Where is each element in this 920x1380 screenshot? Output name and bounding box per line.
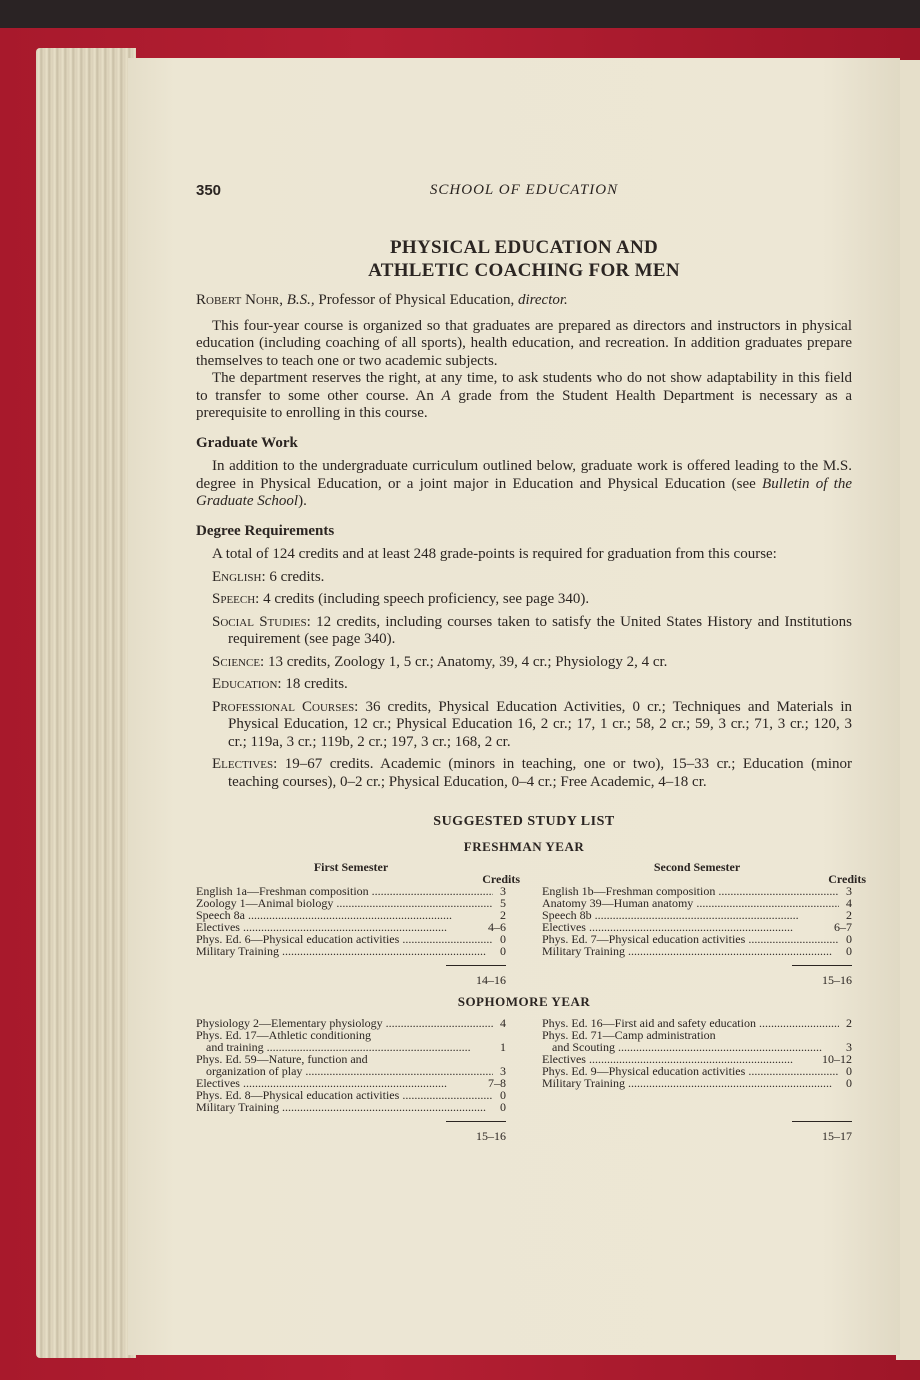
course-row: Phys. Ed. 71—Camp administration: [542, 1027, 716, 1042]
requirement-item: Professional Courses: 36 credits, Physical Education Activities, 0 cr.; Techniques and Materials in Physical Education, 12 cr.; Physical Education 16, 2 cr.; 17, 1 cr.; 58, 2 cr.; 59, 3 cr.; 71, 3 cr.; 120, 3 cr.; 119a, 3 cr.; 119b, 2 cr.; 197, 3 cr.; 168, 2 cr.: [212, 698, 852, 750]
intro-paragraph: This four-year course is organized so that graduates are prepared as directors and instructors in physical education (including coaching of all sports), health education, and recreation. In addition graduates prepare themselves to teach one or two academic subjects.: [196, 317, 852, 369]
course-row: Electives . . . 6–7: [542, 921, 852, 933]
requirements-list: [196, 569, 852, 792]
sophomore-section: [196, 993, 852, 1142]
course-row: Military Training . . . 0: [542, 945, 852, 957]
course-row: Phys. Ed. 17—Athletic conditioning: [196, 1027, 371, 1042]
semester-total: 15–16: [476, 1128, 506, 1143]
course-row: Phys. Ed. 9—Physical education activities . . . 0: [542, 1065, 852, 1077]
section-title: PHYSICAL EDUCATION AND ATHLETIC COACHING FOR MEN: [368, 237, 680, 281]
running-header: [196, 176, 852, 202]
course-row: Military Training . . . 0: [196, 1101, 506, 1113]
second-semester-heading: Second Semester: [653, 860, 741, 874]
requirement-item: English: 6 credits.: [212, 568, 325, 585]
total-rule: [792, 965, 852, 966]
freshman-second-semester: [542, 860, 866, 987]
course-row: Military Training . . . 0: [542, 1077, 852, 1089]
semester-total: 15–17: [822, 1128, 852, 1143]
course-row: Anatomy 39—Human anatomy . . . 4: [542, 897, 852, 909]
course-row: Phys. Ed. 6—Physical education activities . . . 0: [196, 933, 506, 945]
course-row: Speech 8b . . . 2: [542, 909, 852, 921]
first-semester-heading: First Semester: [313, 860, 389, 874]
credits-heading: Credits: [482, 872, 520, 886]
course-row: English 1b—Freshman composition . . . 3: [542, 885, 852, 897]
graduate-work-text: In addition to the undergraduate curriculum outlined below, graduate work is offered leading to the M.S. degree in Physical Education, or a joint major in Education and Physical Education (see Bulletin of the Graduate School).: [196, 458, 853, 509]
study-list-title: SUGGESTED STUDY LIST: [433, 814, 615, 829]
requirement-item: Education: 18 credits.: [212, 676, 348, 692]
running-title: SCHOOL OF EDUCATION: [429, 182, 619, 198]
semester-total: 14–16: [476, 973, 506, 987]
freshman-table: [196, 860, 866, 987]
page-content: [196, 176, 866, 1143]
course-row: Military Training . . . 0: [196, 945, 506, 957]
course-row: organization of play . . . 3: [196, 1065, 506, 1077]
course-row: Phys. Ed. 16—First aid and safety education . . . 2: [542, 1017, 852, 1029]
course-row: Electives . . . 7–8: [196, 1077, 506, 1089]
total-rule: [446, 965, 506, 966]
course-row: Phys. Ed. 7—Physical education activities . . . 0: [542, 933, 852, 945]
requirement-item: Social Studies: 12 credits, including courses taken to satisfy the United States History and Institutions requirement (see page 340).: [212, 613, 852, 647]
course-row: Physiology 2—Elementary physiology . . . 4: [196, 1017, 506, 1029]
course-row: Speech 8a . . . 2: [196, 909, 506, 921]
total-rule: [792, 1121, 852, 1122]
requirement-item: Electives: 19–67 credits. Academic (minors in teaching, one or two), 15–33 cr.; Education (minor teaching courses), 0–2 cr.; Physical Education, 0–4 cr.; Free Academic, 4–18 cr.: [212, 756, 852, 790]
intro-paragraph-2: The department reserves the right, at any time, to ask students who do not show adaptability in this field to transfer to some other course. An A grade from the Student Health Department is necessary as a prerequisite to enrolling in this course.: [196, 370, 853, 421]
degree-requirements-heading: Degree Requirements: [196, 522, 335, 539]
course-row: English 1a—Freshman composition . . . 3: [196, 885, 506, 897]
course-row: Electives . . . 4–6: [196, 921, 506, 933]
freshman-first-semester: [196, 860, 520, 987]
course-row: and Scouting . . . 3: [542, 1041, 852, 1053]
course-row: Electives . . . 10–12: [542, 1053, 852, 1065]
course-row: Zoology 1—Animal biology . . . 5: [196, 897, 506, 909]
page-edges: [36, 48, 136, 1358]
sophomore-year-title: SOPHOMORE YEAR: [457, 994, 591, 1009]
course-row: Phys. Ed. 59—Nature, function and: [196, 1051, 368, 1066]
requirement-item: Science: 13 credits, Zoology 1, 5 cr.; Anatomy, 39, 4 cr.; Physiology 2, 4 cr.: [212, 653, 668, 670]
course-row: and training . . . 1: [196, 1041, 506, 1053]
director-line: Robert Nohr, B.S., Professor of Physical Education, director.: [196, 292, 568, 308]
credits-heading: Credits: [828, 872, 866, 886]
semester-total: 15–16: [822, 973, 852, 987]
sophomore-first-semester: [196, 1017, 506, 1142]
graduate-work-heading: Graduate Work: [196, 434, 298, 451]
sophomore-table: [196, 1017, 852, 1142]
total-rule: [446, 1121, 506, 1122]
requirement-item: Speech: 4 credits (including speech proficiency, see page 340).: [212, 591, 590, 607]
sophomore-second-semester: [542, 1017, 852, 1142]
degree-intro: A total of 124 credits and at least 248 grade-points is required for graduation from this course:: [212, 546, 777, 562]
course-row: Phys. Ed. 8—Physical education activities . . . 0: [196, 1089, 506, 1101]
page-number: 350: [196, 182, 222, 199]
freshman-year-title: FRESHMAN YEAR: [463, 838, 585, 854]
